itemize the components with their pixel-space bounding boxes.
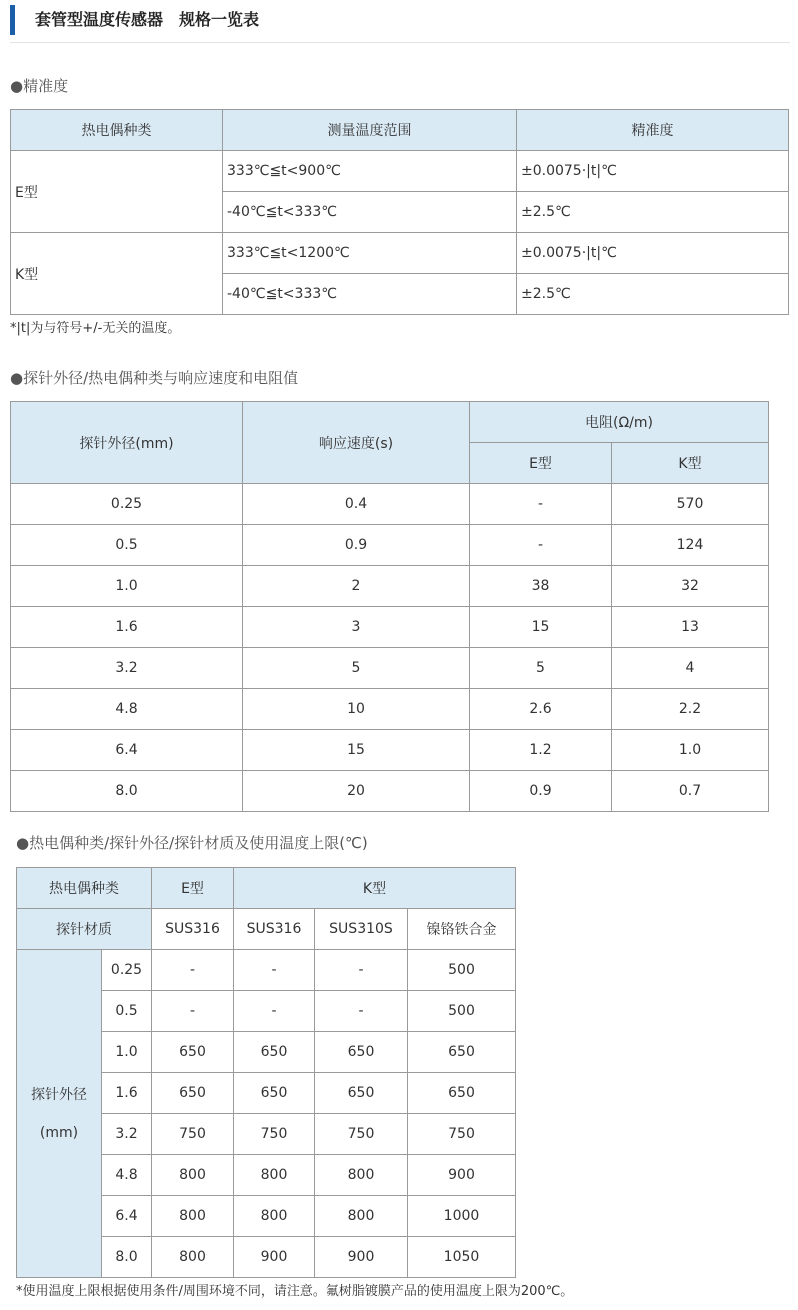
response-table	[10, 401, 769, 812]
limit-k-sus316-cell: 650	[234, 1073, 315, 1114]
header-thermocouple-type: 热电偶种类	[17, 868, 152, 909]
material-cell: SUS310S	[315, 909, 408, 950]
resistance-k-cell: 1.0	[612, 730, 769, 771]
accuracy-heading: ●精准度	[10, 77, 69, 95]
resistance-e-cell: 38	[470, 566, 612, 607]
diameter-cell: 1.6	[102, 1073, 152, 1114]
accuracy-table	[10, 109, 789, 315]
table-row	[11, 730, 769, 771]
type-cell-e: E型	[11, 151, 223, 233]
diameter-cell: 4.8	[11, 689, 243, 730]
header-probe-material: 探针材质	[17, 909, 152, 950]
diameter-cell: 0.25	[11, 484, 243, 525]
limit-k-inconel-cell: 650	[408, 1073, 516, 1114]
title-divider	[10, 42, 790, 43]
header-thermocouple-type: 热电偶种类	[11, 110, 223, 151]
header-e-type: E型	[470, 443, 612, 484]
accuracy-cell: ±2.5℃	[517, 274, 789, 315]
limit-k-inconel-cell: 500	[408, 991, 516, 1032]
limits-type-row	[17, 868, 516, 909]
limit-k-inconel-cell: 900	[408, 1155, 516, 1196]
limit-k-inconel-cell: 1000	[408, 1196, 516, 1237]
limit-k-inconel-cell: 1050	[408, 1237, 516, 1278]
probe-diameter-label-line2: (mm)	[39, 1124, 79, 1141]
table-row	[11, 151, 789, 192]
resistance-e-cell: 5	[470, 648, 612, 689]
header-resistance: 电阻(Ω/m)	[470, 402, 769, 443]
limit-k-sus310s-cell: -	[315, 950, 408, 991]
diameter-cell: 1.0	[102, 1032, 152, 1073]
table-row	[11, 484, 769, 525]
resistance-e-cell: 2.6	[470, 689, 612, 730]
limit-k-sus316-cell: 800	[234, 1155, 315, 1196]
response-table-body	[11, 484, 769, 812]
speed-cell: 2	[243, 566, 470, 607]
header-response-speed: 响应速度(s)	[243, 402, 470, 484]
header-e-type: E型	[152, 868, 234, 909]
table-row	[11, 566, 769, 607]
range-cell: -40℃≦t<333℃	[223, 274, 517, 315]
table-row	[11, 689, 769, 730]
speed-cell: 5	[243, 648, 470, 689]
resistance-k-cell: 2.2	[612, 689, 769, 730]
limit-k-sus310s-cell: 800	[315, 1155, 408, 1196]
limits-heading: ●热电偶种类/探针外径/探针材质及使用温度上限(℃)	[16, 834, 368, 852]
resistance-k-cell: 0.7	[612, 771, 769, 812]
resistance-e-cell: -	[470, 525, 612, 566]
limit-e-sus316-cell: 800	[152, 1237, 234, 1278]
limits-note: *使用温度上限根据使用条件/周围环境不同，请注意。氟树脂镀膜产品的使用温度上限为200℃。	[16, 1284, 574, 1299]
diameter-cell: 1.0	[11, 566, 243, 607]
limit-k-sus316-cell: 800	[234, 1196, 315, 1237]
diameter-cell: 0.25	[102, 950, 152, 991]
resistance-e-cell: 0.9	[470, 771, 612, 812]
limit-k-inconel-cell: 750	[408, 1114, 516, 1155]
diameter-cell: 4.8	[102, 1155, 152, 1196]
diameter-cell: 1.6	[11, 607, 243, 648]
type-cell-k: K型	[11, 233, 223, 315]
limit-k-sus316-cell: 650	[234, 1032, 315, 1073]
speed-cell: 0.9	[243, 525, 470, 566]
material-cell: 镍铬铁合金	[408, 909, 516, 950]
limit-k-sus316-cell: -	[234, 950, 315, 991]
resistance-e-cell: -	[470, 484, 612, 525]
table-row	[11, 525, 769, 566]
limits-material-row	[17, 909, 516, 950]
table-row	[17, 950, 516, 991]
resistance-e-cell: 1.2	[470, 730, 612, 771]
diameter-cell: 6.4	[102, 1196, 152, 1237]
accuracy-cell: ±0.0075·|t|℃	[517, 151, 789, 192]
limit-k-sus310s-cell: 650	[315, 1073, 408, 1114]
limit-e-sus316-cell: -	[152, 950, 234, 991]
limit-e-sus316-cell: 650	[152, 1073, 234, 1114]
header-accuracy: 精准度	[517, 110, 789, 151]
limit-k-sus316-cell: 750	[234, 1114, 315, 1155]
limit-k-inconel-cell: 500	[408, 950, 516, 991]
table-row	[11, 771, 769, 812]
range-cell: -40℃≦t<333℃	[223, 192, 517, 233]
header-probe-diameter: 探针外径(mm)	[11, 402, 243, 484]
header-k-type: K型	[234, 868, 516, 909]
speed-cell: 10	[243, 689, 470, 730]
table-row	[11, 607, 769, 648]
limit-e-sus316-cell: 750	[152, 1114, 234, 1155]
speed-cell: 15	[243, 730, 470, 771]
accuracy-note: *|t|为与符号+/-无关的温度。	[10, 321, 181, 336]
diameter-cell: 3.2	[102, 1114, 152, 1155]
resistance-k-cell: 124	[612, 525, 769, 566]
diameter-cell: 3.2	[11, 648, 243, 689]
resistance-k-cell: 32	[612, 566, 769, 607]
speed-cell: 3	[243, 607, 470, 648]
response-header-row	[11, 402, 769, 443]
table-row	[11, 233, 789, 274]
resistance-k-cell: 13	[612, 607, 769, 648]
limit-e-sus316-cell: 800	[152, 1155, 234, 1196]
limit-k-sus316-cell: -	[234, 991, 315, 1032]
material-cell: SUS316	[234, 909, 315, 950]
limit-e-sus316-cell: 650	[152, 1032, 234, 1073]
speed-cell: 0.4	[243, 484, 470, 525]
diameter-cell: 0.5	[102, 991, 152, 1032]
diameter-cell: 6.4	[11, 730, 243, 771]
accuracy-cell: ±0.0075·|t|℃	[517, 233, 789, 274]
accuracy-header-row	[11, 110, 789, 151]
resistance-k-cell: 4	[612, 648, 769, 689]
limit-k-sus310s-cell: 650	[315, 1032, 408, 1073]
diameter-cell: 0.5	[11, 525, 243, 566]
limit-k-sus316-cell: 900	[234, 1237, 315, 1278]
resistance-e-cell: 15	[470, 607, 612, 648]
limit-k-sus310s-cell: 750	[315, 1114, 408, 1155]
material-cell: SUS316	[152, 909, 234, 950]
header-k-type: K型	[612, 443, 769, 484]
probe-diameter-label	[17, 950, 102, 1278]
speed-cell: 20	[243, 771, 470, 812]
resistance-k-cell: 570	[612, 484, 769, 525]
page-title: 套管型温度传感器 规格一览表	[10, 5, 790, 35]
diameter-cell: 8.0	[11, 771, 243, 812]
range-cell: 333℃≦t<900℃	[223, 151, 517, 192]
limit-k-sus310s-cell: -	[315, 991, 408, 1032]
header-measure-range: 测量温度范围	[223, 110, 517, 151]
table-row	[11, 648, 769, 689]
limit-k-sus310s-cell: 800	[315, 1196, 408, 1237]
limits-table	[16, 867, 516, 1278]
range-cell: 333℃≦t<1200℃	[223, 233, 517, 274]
response-heading: ●探针外径/热电偶种类与响应速度和电阻值	[10, 369, 299, 387]
limit-k-sus310s-cell: 900	[315, 1237, 408, 1278]
limits-table-body	[17, 950, 516, 1278]
limit-k-inconel-cell: 650	[408, 1032, 516, 1073]
limit-e-sus316-cell: -	[152, 991, 234, 1032]
limit-e-sus316-cell: 800	[152, 1196, 234, 1237]
probe-diameter-label-line1: 探针外径	[31, 1086, 87, 1103]
diameter-cell: 8.0	[102, 1237, 152, 1278]
accuracy-cell: ±2.5℃	[517, 192, 789, 233]
